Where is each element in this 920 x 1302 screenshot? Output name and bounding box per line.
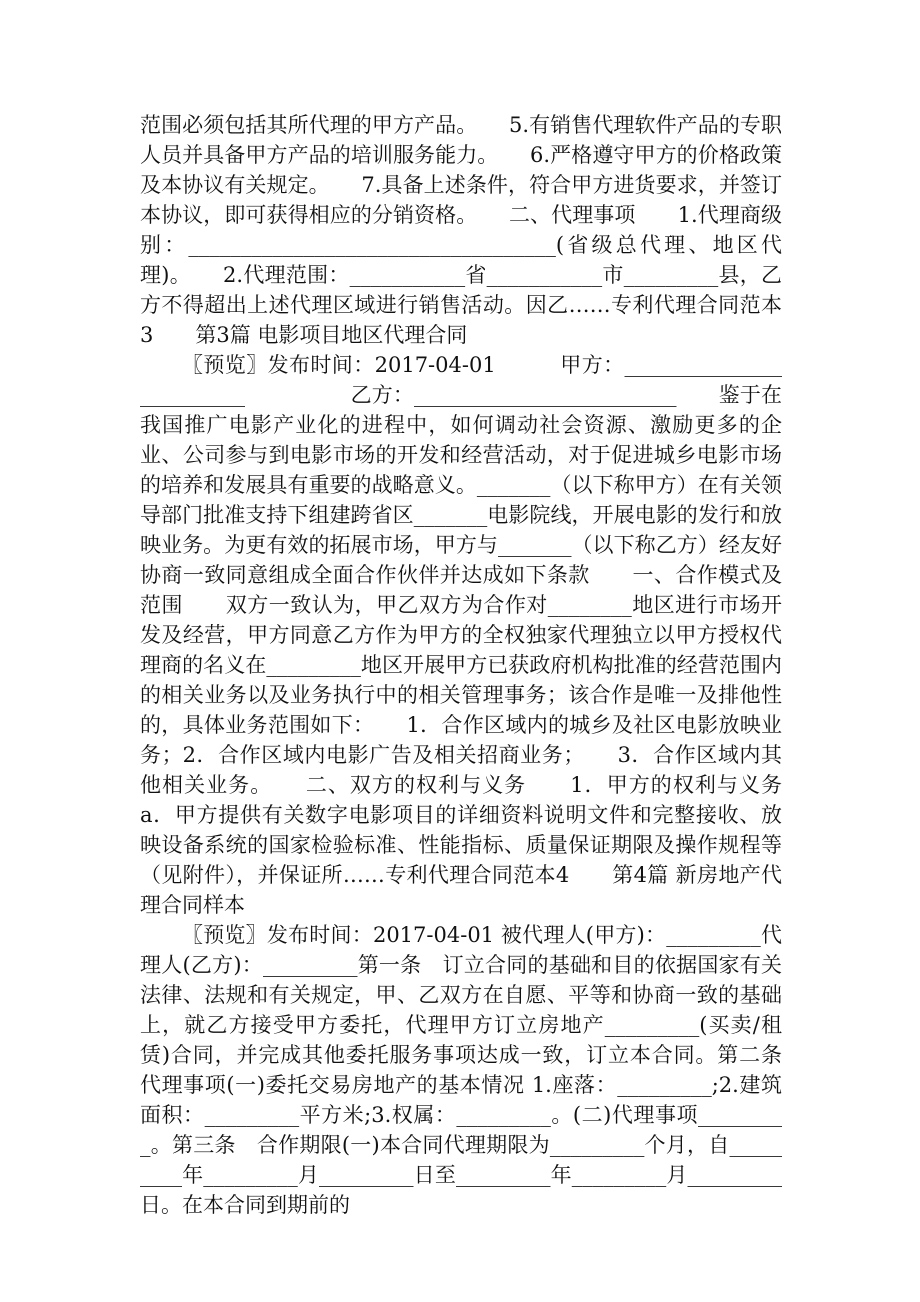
paragraph-3: 〖预览〗发布时间：2017-04-01 被代理人(甲方)：_________代理人(乙方)：_________第一条 订立合同的基础和目的依据国家有关法律、法规和有关规定，甲、乙双方在自愿、平等和协商一致的基础上，就乙方接受甲方委托，代理甲方订立房地产_________(买卖/租赁)合同，并完成其他委托服务事项达成一致，订立本合同。第二条 代理事项(一)委托交易房地产的基本情况 1.座落：_________;2.建筑面积：_________平方米;3.权属：_________。(二)代理事项_________。第三条 合作期限(一)本合同代理期限为_________个月，自_________年_________月_________日至_________年_________月_________日。在本合同到期前的	[140, 923, 803, 1217]
paragraph-2: 〖预览〗发布时间：2017-04-01 甲方：_________________________ 乙方：_________________________ 鉴于在我国推广电影产业化的进程中，如何调动社会资源、激励更多的企业、公司参与到电影市场的开发和经营活动，对于促进城乡电影市场的培养和发展具有重要的战略意义。_______（以下称甲方）在有关领导部门批准支持下组建跨省区_______电影院线，开展电影的发行和放映业务。为更有效的拓展市场，甲方与_______（以下称乙方）经友好协商一致同意组成全面合作伙伴并达成如下条款 一、合作模式及范围 双方一致认为，甲乙双方为合作对________地区进行市场开发及经营，甲方同意乙方作为甲方的全权独家代理独立以甲方授权代理商的名义在_________地区开展甲方已获政府机构批准的经营范围内的相关业务以及业务执行中的相关管理事务；该合作是唯一及排他性的，具体业务范围如下： 1．合作区域内的城乡及社区电影放映业务；2．合作区域内电影广告及相关招商业务； 3．合作区域内其他相关业务。 二、双方的权利与义务 1．甲方的权利与义务a．甲方提供有关数字电影项目的详细资料说明文件和完整接收、放映设备系统的国家检验标准、性能指标、质量保证期限及操作规程等（见附件），并保证所……专利代理合同范本4 第4篇 新房地产代理合同样本	[140, 353, 782, 917]
document-body	[140, 110, 803, 1220]
paragraph-1: 范围必须包括其所代理的甲方产品。 5.有销售代理软件产品的专职人员并具备甲方产品的培训服务能力。 6.严格遵守甲方的价格政策及本协议有关规定。 7.具备上述条件，符合甲方进货要求，并签订本协议，即可获得相应的分销资格。 二、代理事项 1.代理商级别：___________________________________(省级总代理、地区代理)。 2.代理范围：___________省___________市_________县，乙方不得超出上述代理区域进行销售活动。因乙……专利代理合同范本3 第3篇 电影项目地区代理合同	[140, 113, 782, 347]
